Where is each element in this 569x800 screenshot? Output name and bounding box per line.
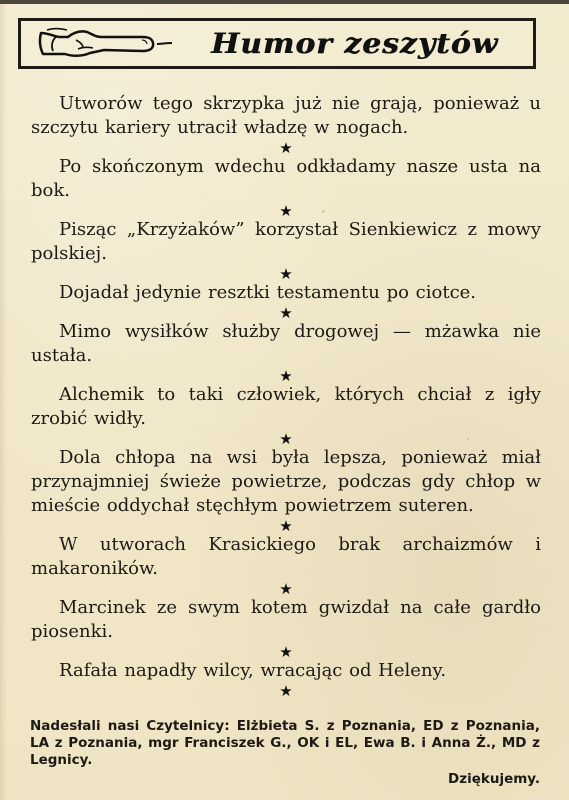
top-rule: [0, 0, 569, 4]
joke-item: Mimo wysiłków służby drogowej — mżawka nie ustała.: [31, 321, 541, 366]
paper-edge-shade: [0, 0, 7, 800]
joke-item: Dojadał jedynie resztki testamentu po ciotce.: [59, 282, 477, 303]
joke-item: Pisząc „Krzyżaków” korzystał Sienkiewicz z mowy polskiej.: [31, 219, 541, 264]
star-separator: ★: [279, 304, 293, 322]
joke-item: Marcinek ze swym kotem gwizdał na całe gardło piosenki.: [31, 597, 541, 642]
star-separator: ★: [279, 430, 293, 448]
thanks-text: Dziękujemy.: [448, 771, 540, 787]
paper-speck: [467, 438, 469, 440]
star-separator: ★: [279, 367, 293, 385]
credits-text: Nadesłali nasi Czytelnicy: Elżbieta S. z Poznania, ED z Poznania, LA z Poznania, mgr Franciszek G., OK i EL, Ewa B. i Anna Ż., MD z Legnicy.: [30, 718, 540, 768]
joke-item: Rafała napadły wilcy, wracając od Heleny.: [59, 660, 447, 681]
joke-item: Dola chłopa na wsi była lepsza, ponieważ miał przynajmniej świeże powietrze, podczas gdy chłop w mieście oddychał stęchłym powietrzem suteren.: [31, 447, 541, 516]
star-separator: ★: [279, 202, 293, 220]
star-separator: ★: [279, 643, 293, 661]
star-separator: ★: [279, 517, 293, 535]
section-title: Humor zeszytów: [211, 27, 499, 60]
header-box: [18, 18, 536, 69]
paper-speck: [97, 573, 99, 575]
joke-item: Po skończonym wdechu odkładamy nasze usta na bok.: [31, 156, 541, 201]
paper-speck: [322, 210, 325, 213]
star-separator: ★: [279, 580, 293, 598]
star-separator: ★: [279, 265, 293, 283]
star-separator: ★: [279, 682, 293, 700]
pointing-hand-icon: [35, 26, 180, 62]
joke-item: Utworów tego skrzypka już nie grają, ponieważ u szczytu kariery utracił władzę w nogach.: [31, 93, 541, 138]
star-separator: ★: [279, 139, 293, 157]
joke-item: W utworach Krasickiego brak archaizmów i makaroników.: [31, 534, 541, 579]
jokes-column: [31, 92, 541, 698]
joke-item: Alchemik to taki człowiek, których chciał z igły zrobić widły.: [31, 384, 541, 429]
reader-credits: [30, 718, 540, 788]
